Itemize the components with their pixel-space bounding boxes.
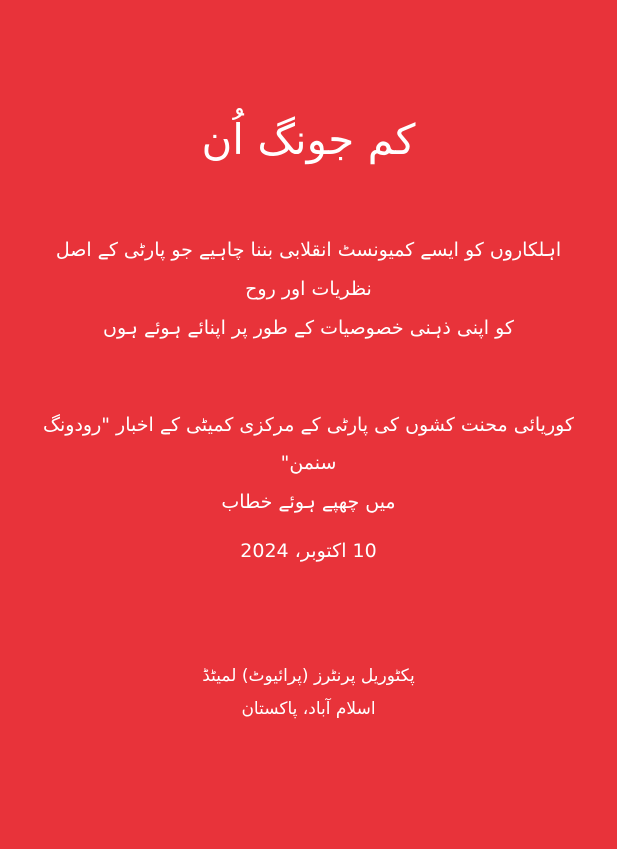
- subtitle-line-1: اہلکاروں کو ایسے کمیونسٹ انقلابی بننا چاہیے جو پارٹی کے اصل نظریات اور روح: [55, 238, 562, 300]
- source-line-2: میں چھپے ہوئے خطاب: [221, 491, 396, 514]
- publisher-block: [0, 660, 617, 726]
- subtitle-block: [49, 231, 569, 348]
- publisher-name: پکٹوریل پرنٹرز (پرائیوٹ) لمیٹڈ: [202, 666, 415, 686]
- source-line-1: کوریائی محنت کشوں کی پارٹی کے مرکزی کمیٹی کے اخبار "رودونگ سنمن": [43, 413, 574, 475]
- subtitle-line-2: کو اپنی ذہنی خصوصیات کے طور پر اپنائے ہوئے ہوں: [103, 316, 514, 339]
- publisher-location: اسلام آباد، پاکستان: [241, 699, 376, 720]
- source-block: [39, 406, 579, 523]
- publication-date: 10 اکتوبر، 2024: [240, 540, 377, 563]
- page-title: کم جونگ اُن: [201, 115, 416, 164]
